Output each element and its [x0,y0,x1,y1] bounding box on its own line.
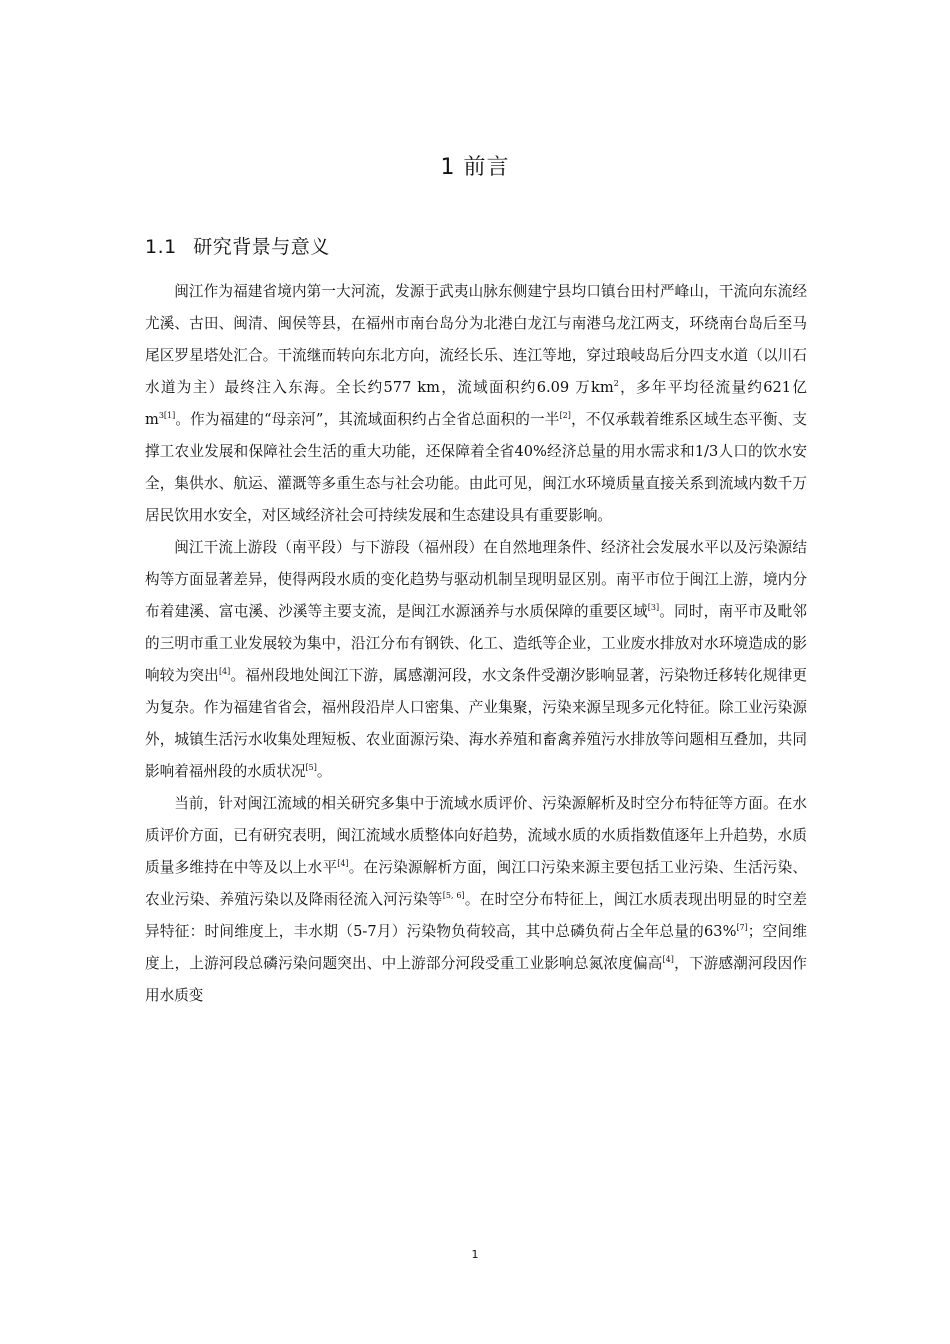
superscript: [4] [337,859,349,869]
paragraph-text: 。在时空分布特征上，闽江水质表现出明显的时空差异特征：时间维度上，丰水期（5-7月）污染物负荷较高，其中总磷负荷占全年总量的63% [145,891,807,940]
paragraph-text: ，多年平均径流量约621亿 m [145,379,807,428]
paragraph-text: 。 [316,763,332,780]
paragraph-text: 当前，针对闽江流域的相关研究多集中于流域水质评价、污染源解析及时空分布特征等方面。在水质评价方面，已有研究表明，闽江流域水质整体向好趋势，流域水质的水质指数值逐年上升趋势，水质质量多维持在中等及以上水平 [145,795,807,876]
section-number: 1.1 [145,236,177,258]
chapter-title [0,150,950,181]
paragraph-text: 。作为福建的“母亲河”，其流域面积约占全省总面积的一半 [175,411,560,428]
superscript: [7] [736,923,748,933]
paragraph-text: ，下游感潮河段因作用水质变 [145,955,807,1004]
section-title-text: 研究背景与意义 [193,236,330,258]
paragraph-text: 闽江干流上游段（南平段）与下游段（福州段）在自然地理条件、经济社会发展水平以及污染源结构等方面显著差异，使得两段水质的变化趋势与驱动机制呈现明显区别。南平市位于闽江上游，境内分布着建溪、富屯溪、沙溪等主要支流，是闽江水源涵养与水质保障的重要区域 [145,539,807,620]
paragraph [145,276,807,532]
paragraph-text: 。在污染源解析方面，闽江口污染来源主要包括工业污染、生活污染、农业污染、养殖污染以及降雨径流入河污染等 [145,859,807,908]
superscript: 3[1] [158,411,176,421]
paragraph [145,532,807,788]
superscript: [5, 6] [442,891,465,901]
superscript: [2] [559,411,571,421]
superscript: [4] [662,955,674,965]
superscript: [3] [647,603,660,613]
paragraph-text: ；空间维度上，上游河段总磷污染问题突出、中上游部分河段受重工业影响总氮浓度偏高 [145,923,807,972]
paragraph-text: 。同时，南平市及毗邻的三明市重工业发展较为集中，沿江分布有钢铁、化工、造纸等企业，工业废水排放对水环境造成的影响较为突出 [145,603,807,684]
body-text [145,276,807,1012]
section-title [145,232,330,259]
chapter-number: 1 [440,155,456,180]
superscript: [5] [305,763,317,773]
paragraph-text: 。福州段地处闽江下游，属感潮河段，水文条件受潮汐影响显著，污染物迁移转化规律更为复杂。作为福建省省会，福州段沿岸人口密集、产业集聚，污染来源呈现多元化特征。除工业污染源外，城镇生活污水收集处理短板、农业面源污染、海水养殖和畜禽养殖污水排放等问题相互叠加，共同影响着福州段的水质状况 [145,667,807,780]
paragraph-text: 闽江作为福建省境内第一大河流，发源于武夷山脉东侧建宁县均口镇台田村严峰山，干流向东流经尤溪、古田、闽清、闽侯等县，在福州市南台岛分为北港白龙江与南港乌龙江两支，环绕南台岛后至马尾区罗星塔处汇合。干流继而转向东北方向，流经长乐、连江等地，穿过琅岐岛后分四支水道（以川石水道为主）最终注入东海。全长约577 km，流域面积约6.09 万km [145,283,807,396]
chapter-title-text: 前言 [463,155,510,180]
superscript: 2 [613,379,619,389]
paragraph-text: ，不仅承载着维系区域生态平衡、支撑工农业发展和保障社会生活的重大功能，还保障着全省40%经济总量的用水需求和1/3人口的饮水安全，集供水、航运、灌溉等多重生态与社会功能。由此可见，闽江水环境质量直接关系到流域内数千万居民饮用水安全，对区域经济社会可持续发展和生态建设具有重要影响。 [145,411,807,524]
paragraph [145,788,807,1012]
page-number: 1 [471,1248,479,1261]
superscript: [4] [218,667,231,677]
